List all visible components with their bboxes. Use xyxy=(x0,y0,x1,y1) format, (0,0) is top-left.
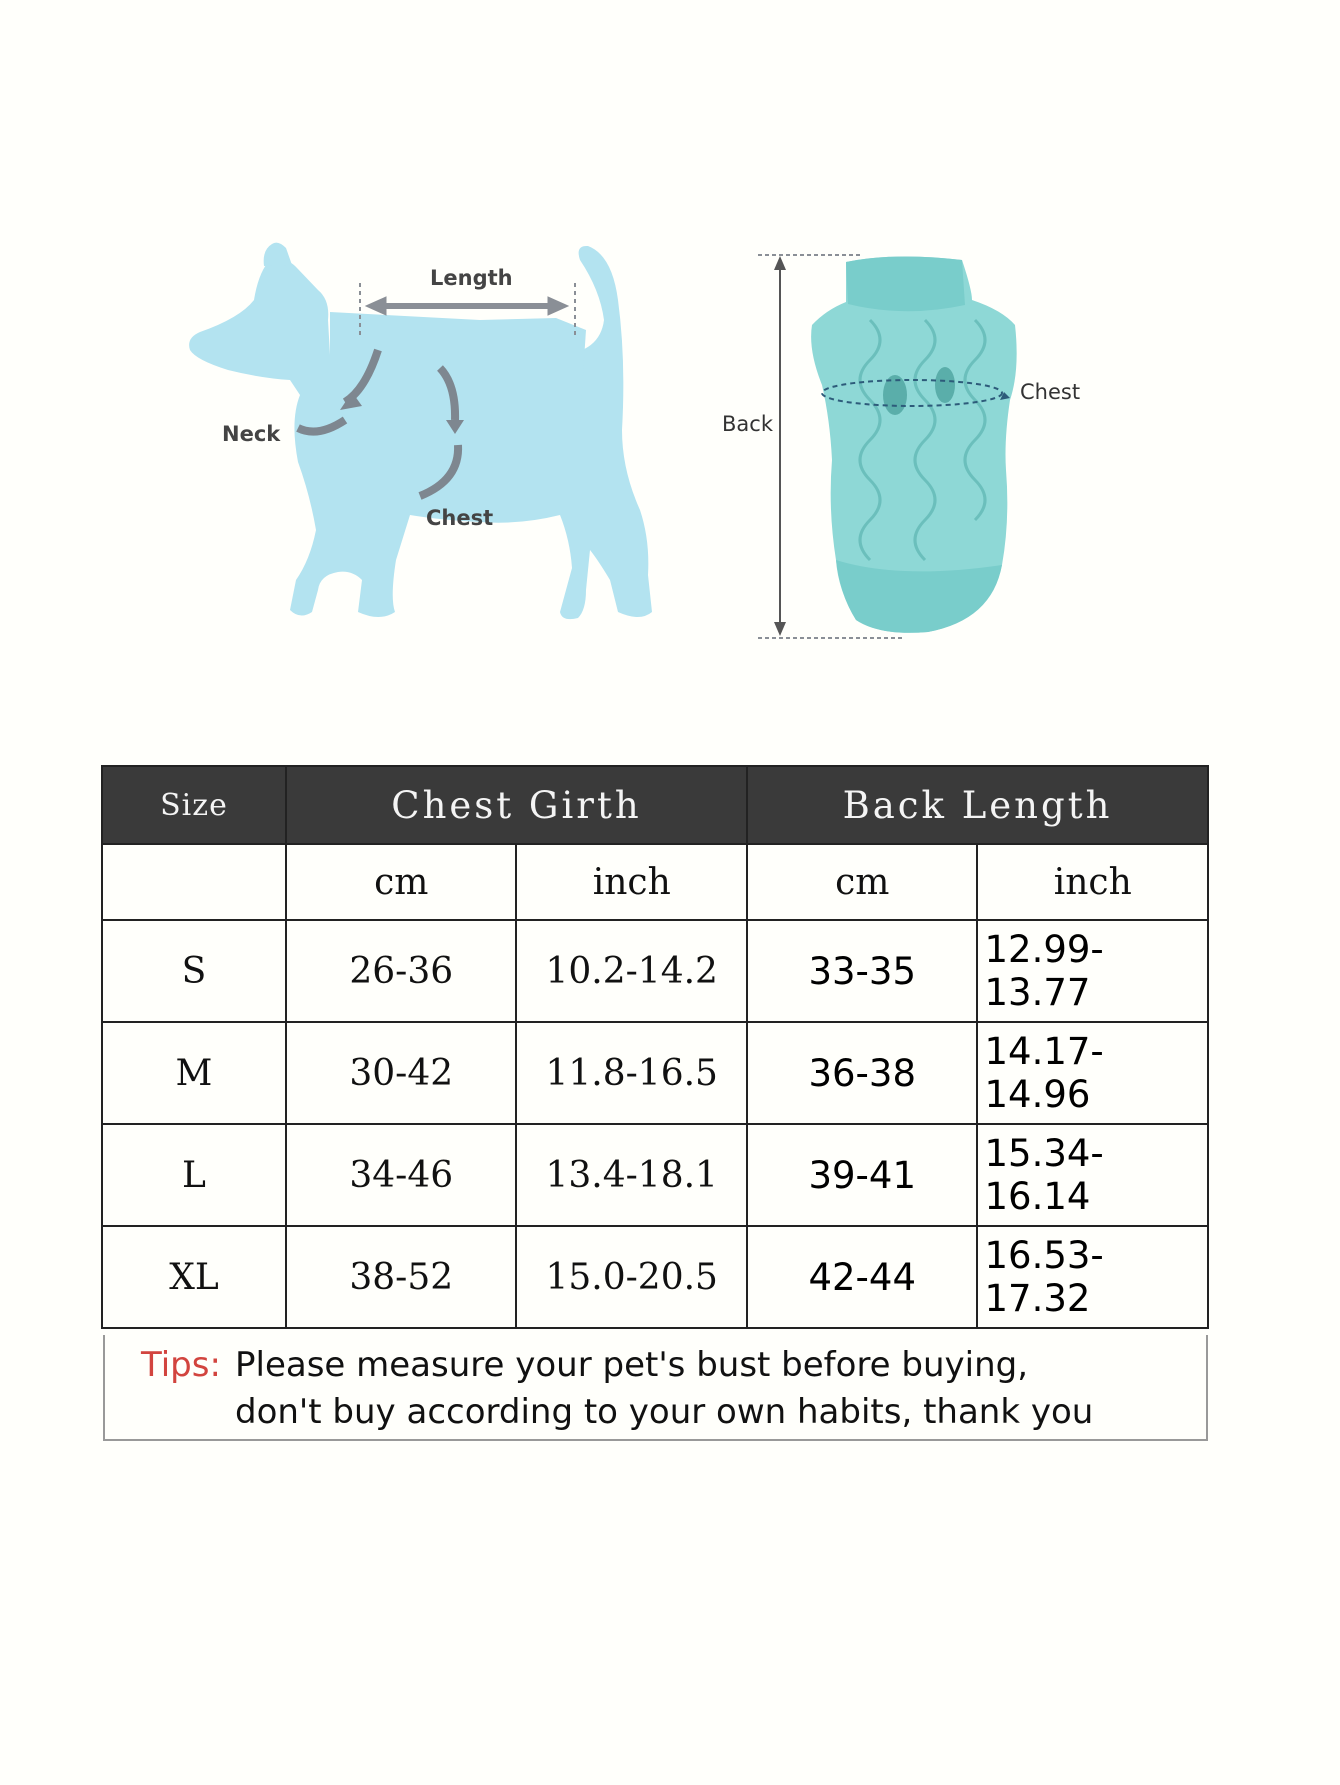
back-inch-cell: 16.53-17.32 xyxy=(977,1226,1208,1328)
table-row xyxy=(102,1124,1208,1226)
back-length-header: Back Length xyxy=(747,766,1208,844)
back-label: Back xyxy=(722,412,773,436)
table-row xyxy=(102,1022,1208,1124)
back-cm-cell: 42-44 xyxy=(747,1226,978,1328)
table-row xyxy=(102,920,1208,1022)
table-header-row xyxy=(102,766,1208,844)
tips-line-2: don't buy according to your own habits, thank you xyxy=(235,1392,1094,1432)
chest-girth-header: Chest Girth xyxy=(286,766,747,844)
chest-inch-cell: 13.4-18.1 xyxy=(516,1124,747,1226)
unit-cell: cm xyxy=(747,844,978,920)
unit-cell: inch xyxy=(516,844,747,920)
size-cell: S xyxy=(102,920,286,1022)
unit-cell-empty xyxy=(102,844,286,920)
size-cell: XL xyxy=(102,1226,286,1328)
tips-label: Tips: xyxy=(141,1345,221,1385)
unit-row xyxy=(102,844,1208,920)
tips-line-1: Please measure your pet's bust before buying, xyxy=(235,1345,1029,1385)
illustration-drawing xyxy=(0,0,1340,680)
sweater-illustration xyxy=(758,255,1017,638)
chest-cm-cell: 30-42 xyxy=(286,1022,517,1124)
chest-cm-cell: 34-46 xyxy=(286,1124,517,1226)
unit-cell: inch xyxy=(977,844,1208,920)
back-inch-cell: 14.17-14.96 xyxy=(977,1022,1208,1124)
chest-inch-cell: 10.2-14.2 xyxy=(516,920,747,1022)
unit-cell: cm xyxy=(286,844,517,920)
back-inch-cell: 15.34-16.14 xyxy=(977,1124,1208,1226)
chest-inch-cell: 11.8-16.5 xyxy=(516,1022,747,1124)
chest-inch-cell: 15.0-20.5 xyxy=(516,1226,747,1328)
dog-chest-label: Chest xyxy=(426,506,494,530)
back-cm-cell: 33-35 xyxy=(747,920,978,1022)
back-inch-cell: 12.99-13.77 xyxy=(977,920,1208,1022)
tips-box xyxy=(103,1335,1208,1441)
sweater-chest-label: Chest xyxy=(1020,380,1081,404)
back-cm-cell: 36-38 xyxy=(747,1022,978,1124)
chest-cm-cell: 38-52 xyxy=(286,1226,517,1328)
length-label: Length xyxy=(430,266,513,290)
size-cell: L xyxy=(102,1124,286,1226)
measurement-illustrations xyxy=(0,0,1340,680)
size-chart-table xyxy=(101,765,1209,1329)
table-row xyxy=(102,1226,1208,1328)
back-cm-cell: 39-41 xyxy=(747,1124,978,1226)
size-header: Size xyxy=(102,766,286,844)
size-cell: M xyxy=(102,1022,286,1124)
neck-label: Neck xyxy=(222,422,281,446)
chest-cm-cell: 26-36 xyxy=(286,920,517,1022)
